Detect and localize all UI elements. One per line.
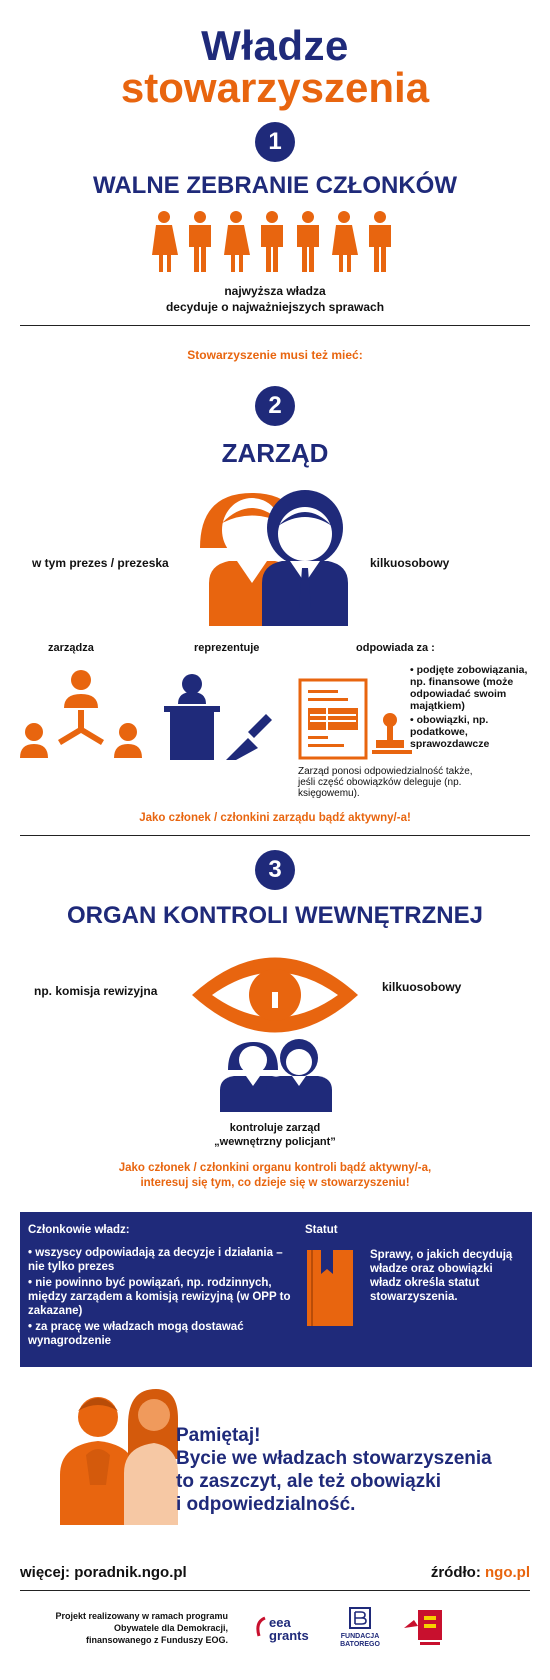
- info-box: [20, 1212, 532, 1367]
- source-label: źródło:: [430, 1564, 485, 1581]
- grants-text: grants: [269, 1628, 309, 1643]
- section2-heading: ZARZĄD: [221, 438, 329, 468]
- divider-1: [20, 325, 530, 326]
- more-link[interactable]: poradnik.ngo.pl: [74, 1564, 187, 1581]
- project-line2: Obywatele dla Demokracji,: [113, 1623, 228, 1633]
- col-manages-label: zarządza: [48, 642, 94, 654]
- section3-left-label: np. komisja rewizyjna: [34, 984, 158, 998]
- eea-logo-icon: [255, 1616, 267, 1638]
- eye-control-icon: [190, 940, 360, 1112]
- section2-number: 2: [255, 386, 295, 426]
- project-note: [20, 1610, 228, 1646]
- document-stamp-icon: [298, 678, 418, 762]
- board-active-text: Jako członek / członkini zarządu bądź aktywny/-a!: [139, 812, 411, 824]
- control-active-text1: Jako członek / członkini organu kontroli bądź aktywny/-a,: [118, 1162, 432, 1174]
- page-title-line1: Władze: [201, 22, 349, 69]
- eea-text: eea: [269, 1615, 291, 1630]
- project-line1: Projekt realizowany w ramach programu: [55, 1611, 228, 1621]
- batory-logo: [330, 1606, 390, 1652]
- section1-desc1: najwyższa władza: [224, 284, 326, 298]
- more-label: więcej:: [20, 1564, 75, 1581]
- members-box-heading: Członkowie władz:: [28, 1224, 130, 1236]
- section1-number: 1: [255, 122, 295, 162]
- section3-number: 3: [255, 850, 295, 890]
- represents-icon: [162, 672, 274, 762]
- remember-line4: i odpowiedzialność.: [176, 1494, 356, 1515]
- divider-2: [20, 835, 530, 836]
- eea-grants-logo: [255, 1606, 315, 1648]
- members-list-item: • wszyscy odpowiadają za decyzje i działania – nie tylko prezes: [28, 1246, 298, 1274]
- remember-line2: Bycie we władzach stowarzyszenia: [176, 1448, 492, 1469]
- members-list-item: • za pracę we władzach mogą dostawać wynagrodzenie: [28, 1320, 298, 1348]
- board-delegation-note: Zarząd ponosi odpowiedzialność także, jeśli część obowiązków deleguje (np. księgowemu).: [298, 766, 473, 799]
- board-people-icon: [195, 488, 360, 626]
- book-icon: [305, 1248, 355, 1328]
- responsibility-item: • podjęte zobowiązania, np. finansowe (może odpowiadać swoim majątkiem): [410, 664, 528, 712]
- control-active-text2: interesuj się tym, co dzieje się w stowarzyszeniu!: [140, 1177, 410, 1189]
- section3-desc1: kontroluje zarząd: [229, 1122, 321, 1134]
- source-info: [431, 1564, 530, 1581]
- remember-line1: Pamiętaj!: [176, 1425, 261, 1446]
- source-link[interactable]: ngo.pl: [485, 1564, 530, 1581]
- section3-right-label: kilkuosobowy: [382, 980, 462, 994]
- more-info: [20, 1564, 187, 1581]
- members-list: [28, 1246, 298, 1348]
- people-photo: [60, 1385, 178, 1525]
- col-represents-label: reprezentuje: [194, 642, 260, 654]
- section2-right-label: kilkuosobowy: [370, 556, 450, 570]
- batory-logo-icon: [348, 1606, 372, 1630]
- divider-3: [20, 1590, 530, 1591]
- project-line3: finansowanego z Funduszy EOG.: [85, 1635, 228, 1645]
- must-have-text: Stowarzyszenie musi też mieć:: [187, 348, 363, 362]
- manages-icon: [20, 668, 142, 760]
- members-list-item: • nie powinno być powiązań, np. rodzinnych, między zarządem a komisją rewizyjną (w OPP to zakazane): [28, 1276, 298, 1318]
- section3-heading: ORGAN KONTROLI WEWNĘTRZNEJ: [67, 902, 483, 929]
- statut-heading: Statut: [305, 1224, 338, 1236]
- statut-text: Sprawy, o jakich decydują władze oraz obowiązki władz określa statut stowarzyszenia.: [370, 1249, 513, 1303]
- members-people-icon: [150, 210, 400, 274]
- section3-desc2: „wewnętrzny policjant”: [214, 1136, 336, 1148]
- responsibility-item: • obowiązki, np. podatkowe, sprawozdawcze: [410, 714, 490, 750]
- section2-left-label: w tym prezes / prezeska: [32, 556, 169, 570]
- remember-line3: to zaszczyt, ale też obowiązki: [176, 1471, 442, 1492]
- section1-heading: WALNE ZEBRANIE CZŁONKÓW: [93, 172, 457, 199]
- col-responsible-label: odpowiada za :: [356, 642, 435, 654]
- batory-line1: FUNDACJA: [340, 1633, 380, 1640]
- page-title-line2: stowarzyszenia: [120, 64, 430, 111]
- section1-desc2: decyduje o najważniejszych sprawach: [165, 300, 385, 314]
- fundacja-logo-icon: [402, 1606, 446, 1650]
- batory-line2: BATOREGO: [340, 1641, 380, 1648]
- responsibility-list: [410, 664, 540, 750]
